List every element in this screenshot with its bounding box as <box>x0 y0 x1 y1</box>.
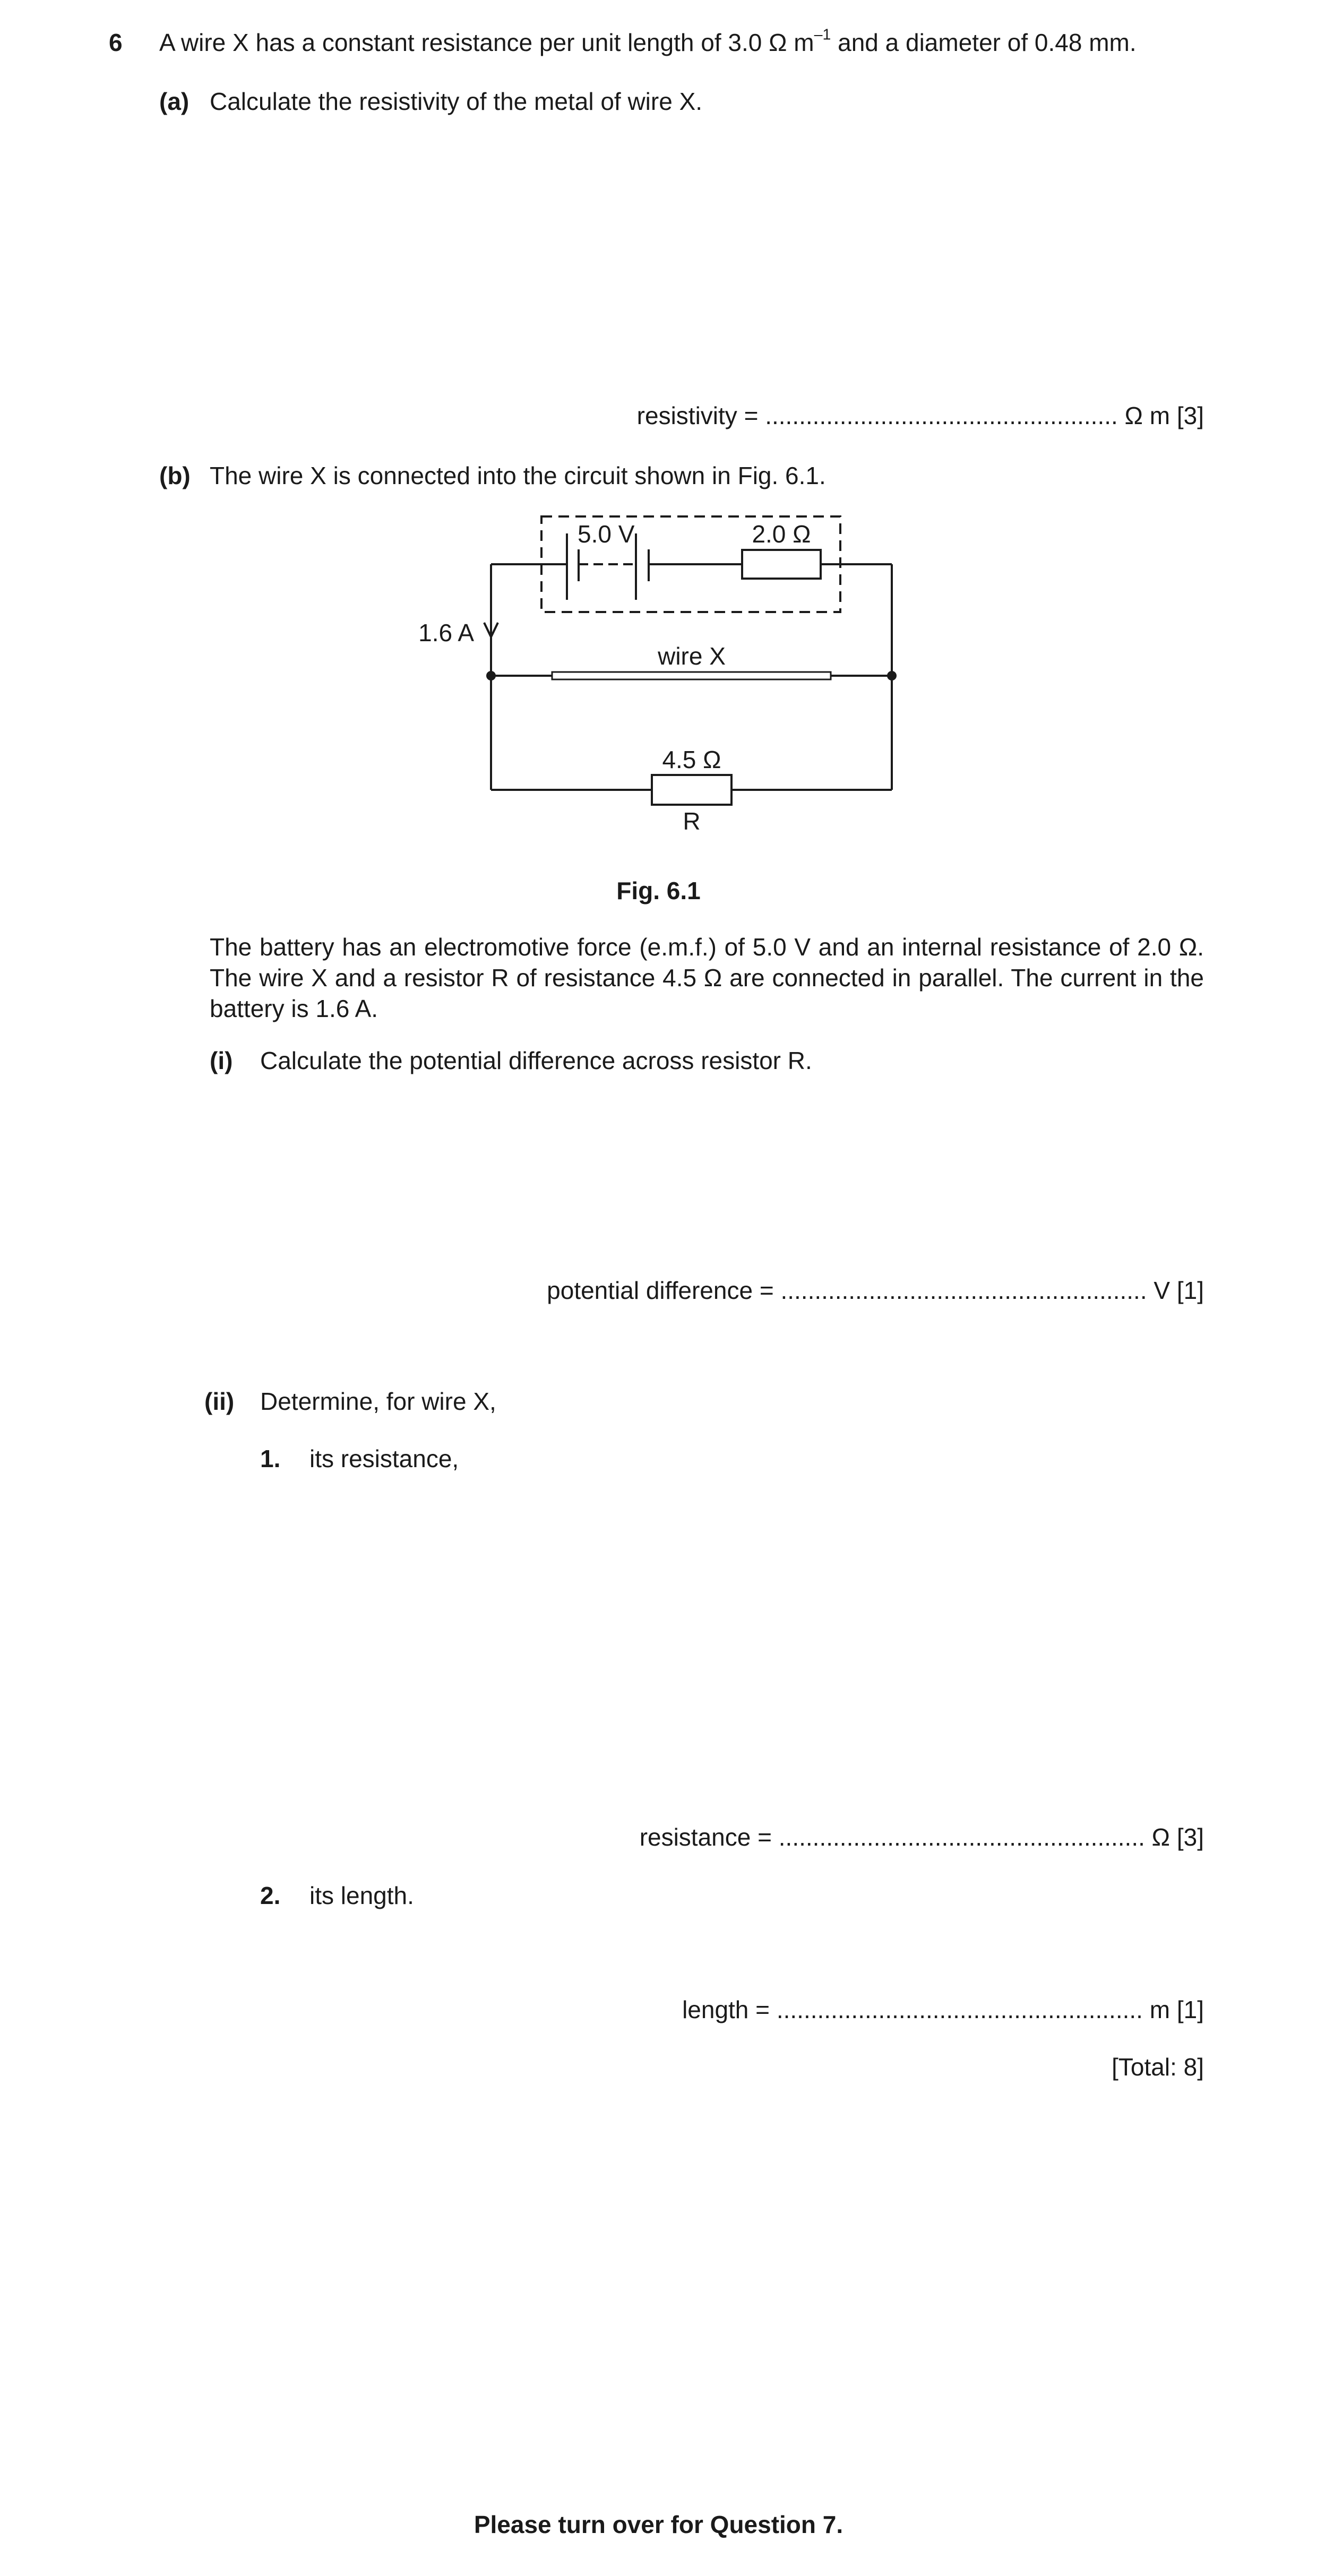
internal-resistor <box>742 550 821 579</box>
internal-resistance-label: 2.0 Ω <box>752 520 811 548</box>
item-1-text: its resistance, <box>309 1445 459 1472</box>
question-stem-superscript: –1 <box>814 26 831 44</box>
total-marks: [Total: 8] <box>1112 2053 1204 2081</box>
item-1-answer-dots[interactable]: ...................................................... <box>778 1823 1145 1851</box>
current-label: 1.6 A <box>418 619 474 647</box>
figure-caption: Fig. 6.1 <box>616 877 701 904</box>
part-b-i-label: (i) <box>210 1047 233 1074</box>
part-a-answer-label: resistivity = <box>636 402 765 429</box>
part-b-i-answer-label: potential difference = <box>547 1277 781 1304</box>
part-a-text: Calculate the resistivity of the metal of wire X. <box>210 88 703 115</box>
part-b-text: The wire X is connected into the circuit shown in Fig. 6.1. <box>210 462 826 489</box>
item-2-label: 2. <box>260 1882 281 1909</box>
junction-right <box>887 671 897 680</box>
item-1-answer-label: resistance = <box>639 1823 779 1851</box>
part-a-answer-line <box>637 401 1204 432</box>
junction-left <box>486 671 496 680</box>
question-stem-text: A wire X has a constant resistance per unit length of 3.0 Ω m <box>159 29 814 56</box>
item-2-text: its length. <box>309 1882 414 1909</box>
item-1-unit-marks: Ω [3] <box>1144 1823 1204 1851</box>
wire-x-label: wire X <box>658 642 726 670</box>
item-2-answer-line <box>682 1995 1204 2026</box>
wire-x <box>552 672 831 679</box>
item-1-label: 1. <box>260 1445 281 1472</box>
footer-note: Please turn over for Question 7. <box>474 2511 843 2538</box>
item-2-answer-dots[interactable]: ...................................................... <box>776 1996 1143 2023</box>
resistor-value-label: 4.5 Ω <box>662 746 721 773</box>
part-a-unit-marks: Ω m [3] <box>1117 402 1204 429</box>
question-stem-text-end: and a diameter of 0.48 mm. <box>831 29 1137 56</box>
emf-label: 5.0 V <box>578 520 635 548</box>
part-a-answer-dots[interactable]: .................................................... <box>765 402 1118 429</box>
item-2-answer-label: length = <box>682 1996 777 2023</box>
resistor-name-label: R <box>683 807 701 835</box>
question-number: 6 <box>109 29 123 56</box>
question-stem <box>159 28 1137 58</box>
item-2-unit-marks: m [1] <box>1142 1996 1204 2023</box>
part-b-i-answer-dots[interactable]: ...................................................... <box>780 1277 1147 1304</box>
circuit-description: The battery has an electromotive force (e.m.f.) of 5.0 V and an internal resistance of 2.0 Ω. The wire X and a resistor R of resistance 4.5 Ω are connected in parallel. The current in the battery is 1.6 A. <box>210 933 1204 1022</box>
part-b-ii-label: (ii) <box>204 1388 235 1415</box>
part-b-i-text: Calculate the potential difference across resistor R. <box>260 1047 812 1074</box>
circuit-diagram <box>409 504 908 844</box>
part-b-ii-text: Determine, for wire X, <box>260 1388 496 1415</box>
resistor-r <box>652 775 731 805</box>
part-b-i-unit-marks: V [1] <box>1147 1277 1204 1304</box>
part-b-label: (b) <box>159 462 191 489</box>
item-1-answer-line <box>640 1822 1204 1853</box>
part-a-label: (a) <box>159 88 190 115</box>
part-b-i-answer-line <box>547 1276 1204 1306</box>
